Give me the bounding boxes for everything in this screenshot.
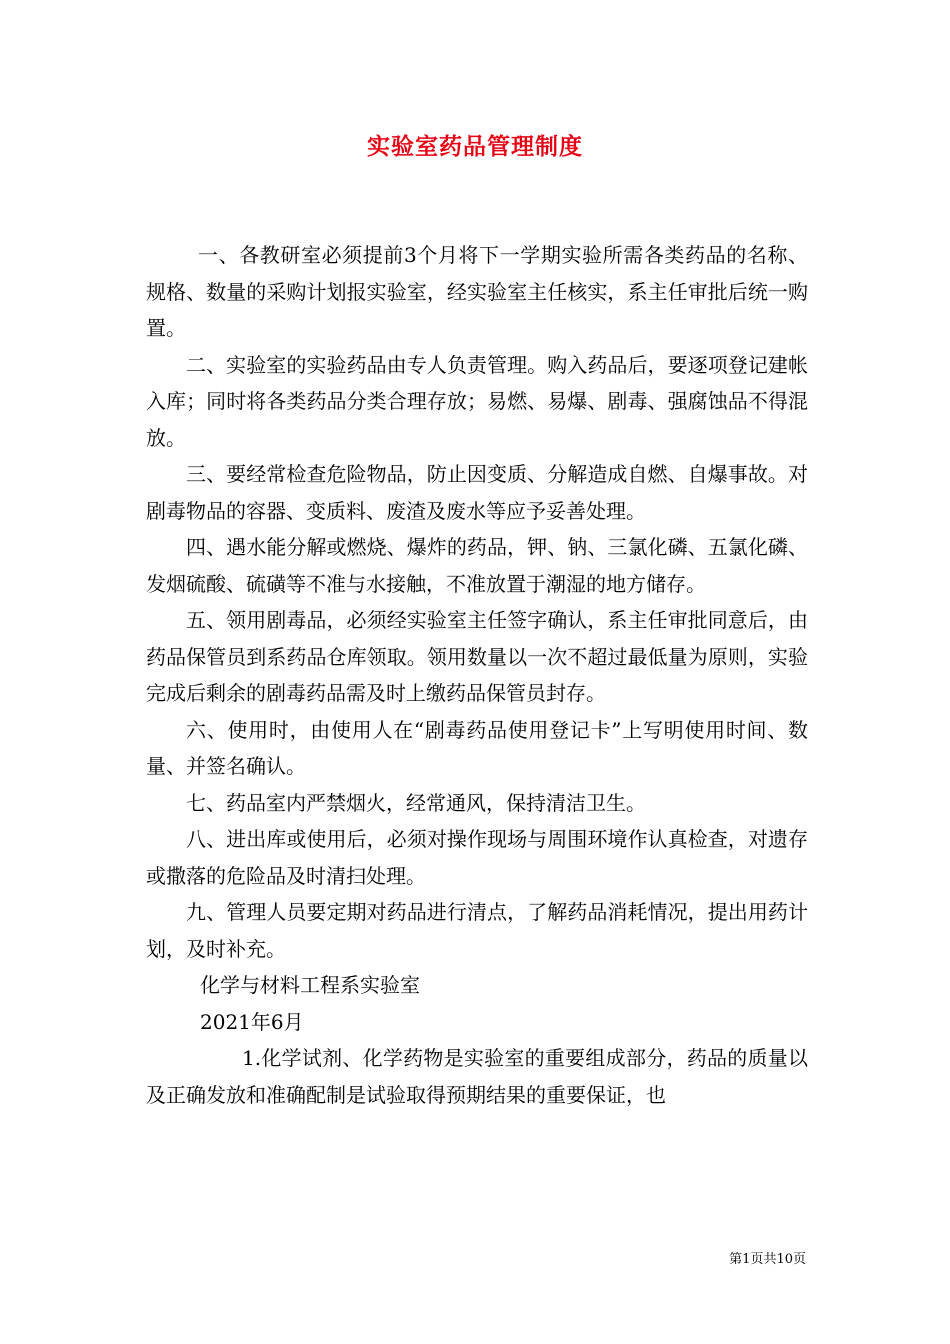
page-number: 第1页共10页 <box>729 1252 806 1267</box>
date: 2021年6月 <box>200 1009 304 1034</box>
document-title: 实验室药品管理制度 <box>367 133 583 160</box>
paragraph-1: 一、各教研室必须提前3个月将下一学期实验所需各类药品的名称、规格、数量的采购计划报实验室，经实验室主任核实，系主任审批后统一购置。 <box>146 243 808 340</box>
paragraph-5: 五、领用剧毒品，必须经实验室主任签字确认，系主任审批同意后，由药品保管员到系药品仓库领取。领用数量以一次不超过最低量为原则，实验完成后剩余的剧毒药品需及时上缴药品保管员封存。 <box>146 608 808 705</box>
paragraph-3: 三、要经常检查危险物品，防止因变质、分解造成自燃、自爆事故。对剧毒物品的容器、变质料、废渣及废水等应予妥善处理。 <box>146 462 808 523</box>
paragraph-2: 二、实验室的实验药品由专人负责管理。购入药品后，要逐项登记建帐入库；同时将各类药品分类合理存放；易燃、易爆、剧毒、强腐蚀品不得混放。 <box>146 352 808 450</box>
signature: 化学与材料工程系实验室 <box>200 973 420 997</box>
continuation-paragraph: 1.化学试剂、化学药物是实验室的重要组成部分，药品的质量以及正确发放和准确配制是试验取得预期结果的重要保证，也 <box>146 1046 808 1107</box>
paragraph-9: 九、管理人员要定期对药品进行清点，了解药品消耗情况，提出用药计划，及时补充。 <box>146 900 808 961</box>
document-body <box>146 237 808 1113</box>
paragraph-7: 七、药品室内严禁烟火，经常通风，保持清洁卫生。 <box>186 790 646 815</box>
paragraph-4: 四、遇水能分解或燃烧、爆炸的药品，钾、钠、三氯化磷、五氯化磷、发烟硫酸、硫磺等不准与水接触，不准放置于潮湿的地方储存。 <box>146 535 808 596</box>
paragraph-6: 六、使用时，由使用人在“剧毒药品使用登记卡”上写明使用时间、数量、并签名确认。 <box>146 717 808 778</box>
paragraph-8: 八、进出库或使用后，必须对操作现场与周围环境作认真检查，对遗存或撒落的危险品及时清扫处理。 <box>146 827 808 888</box>
